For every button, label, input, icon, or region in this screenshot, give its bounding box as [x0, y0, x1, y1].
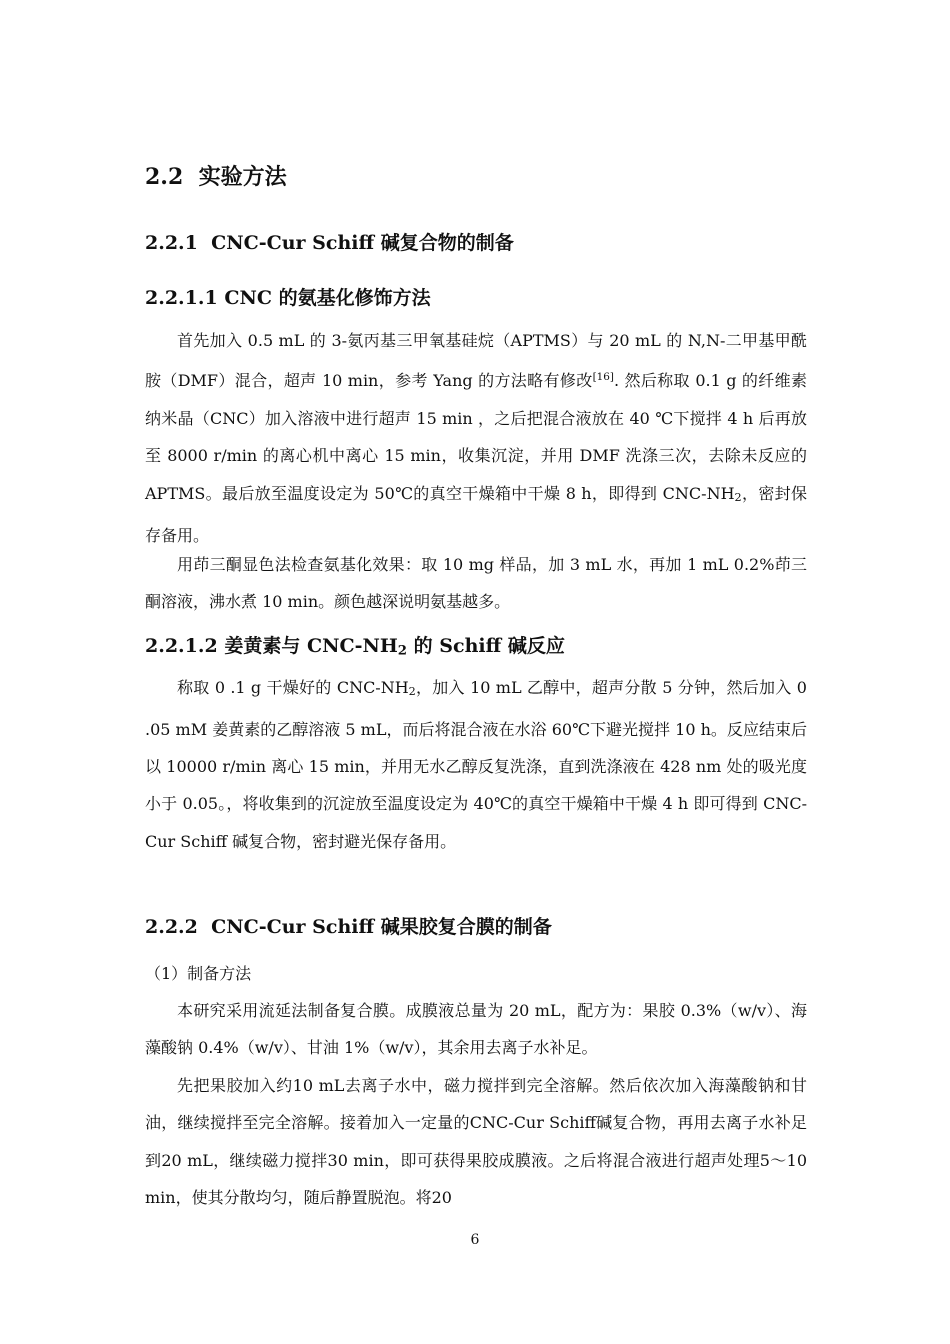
- subsection-number: 2.2.1: [145, 232, 198, 254]
- paragraph-formula: 本研究采用流延法制备复合膜。成膜液总量为 20 mL，配方为：果胶 0.3%（w/v）、海藻酸钠 0.4%（w/v）、甘油 1%（w/v），其余用去离子水补足。: [145, 1001, 807, 1058]
- section-number: 2.2: [145, 164, 184, 190]
- subsection-heading-1: [145, 228, 514, 255]
- subsection-heading-2: [145, 912, 552, 939]
- subsubsection-title: 姜黄素与 CNC-NH: [224, 635, 398, 657]
- paragraph-aminization: [145, 322, 807, 554]
- paragraph-text: ，密封保存备用。: [145, 483, 807, 545]
- subsubsection-title: CNC 的氨基化修饰方法: [224, 287, 431, 309]
- paragraph-text: 首先加入 0.5 mL 的 3-氨丙基三甲氧基硅烷（APTMS）与 20 mL 的 N,N-二甲基甲酰胺（DMF）混合，超声 10 min，参考 Yang 的方法略有修改: [145, 331, 807, 391]
- subsection-title: CNC-Cur Schiff 碱复合物的制备: [211, 232, 514, 254]
- subsubsection-heading-2: [145, 631, 565, 659]
- paragraph-text: . 然后称取 0.1 g 的纤维素纳米晶（CNC）加入溶液中进行超声 15 min ，之后把混合液放在 40 ℃下搅拌 4 h 后再放至 8000 r/min 的离心机中离心 15 min，收集沉淀，并用 DMF 洗涤三次，去除未反应的 APTMS。最后放至温度设定为 50℃的真空干燥箱中干燥 8 h，即得到 CNC-NH: [145, 371, 807, 503]
- subsubsection-number: 2.2.1.2: [145, 635, 218, 657]
- paragraph-ninhydrin: 用茚三酮显色法检查氨基化效果：取 10 mg 样品，加 3 mL 水，再加 1 mL 0.2%茚三酮溶液，沸水煮 10 min。颜色越深说明氨基越多。: [145, 555, 807, 612]
- subscript: 2: [734, 491, 742, 505]
- subscript: 2: [408, 685, 416, 699]
- section-title: 实验方法: [198, 164, 287, 190]
- citation: [16]: [592, 371, 614, 384]
- list-item-method: （1）制备方法: [145, 964, 252, 983]
- paragraph-schiff-reaction: [145, 669, 807, 860]
- paragraph-text: ，加入 10 mL 乙醇中，超声分散 5 分钟，然后加入 0 .05 mM 姜黄素的乙醇溶液 5 mL，而后将混合液在水浴 60℃下避光搅拌 10 h。反应结束后以 10000 r/min 离心 15 min，并用无水乙醇反复洗涤，直到洗涤液在 428 nm 处的吸光度小于 0.05。，将收集到的沉淀放至温度设定为 40℃的真空干燥箱中干燥 4 h 即可得到 CNC-Cur Schiff 碱复合物，密封避光保存备用。: [145, 678, 807, 851]
- paragraph-text: 称取 0 .1 g 干燥好的 CNC-NH: [177, 678, 409, 697]
- subsubsection-title: 的 Schiff 碱反应: [407, 635, 565, 657]
- subsection-title: CNC-Cur Schiff 碱果胶复合膜的制备: [211, 916, 552, 938]
- paragraph-procedure: 先把果胶加入约10 mL去离子水中，磁力搅拌到完全溶解。然后依次加入海藻酸钠和甘油，继续搅拌至完全溶解。接着加入一定量的CNC-Cur Schiff碱复合物，再用去离子水补足到20 mL，继续磁力搅拌30 min，即可获得果胶成膜液。之后将混合液进行超声处理5～10 min，使其分散均匀，随后静置脱泡。将20: [145, 1076, 807, 1208]
- section-heading: [145, 160, 287, 191]
- subsection-number: 2.2.2: [145, 916, 198, 938]
- subsubsection-heading-1: [145, 283, 431, 310]
- subscript: 2: [397, 643, 408, 659]
- page-number: 6: [470, 1232, 480, 1248]
- subsubsection-number: 2.2.1.1: [145, 287, 218, 309]
